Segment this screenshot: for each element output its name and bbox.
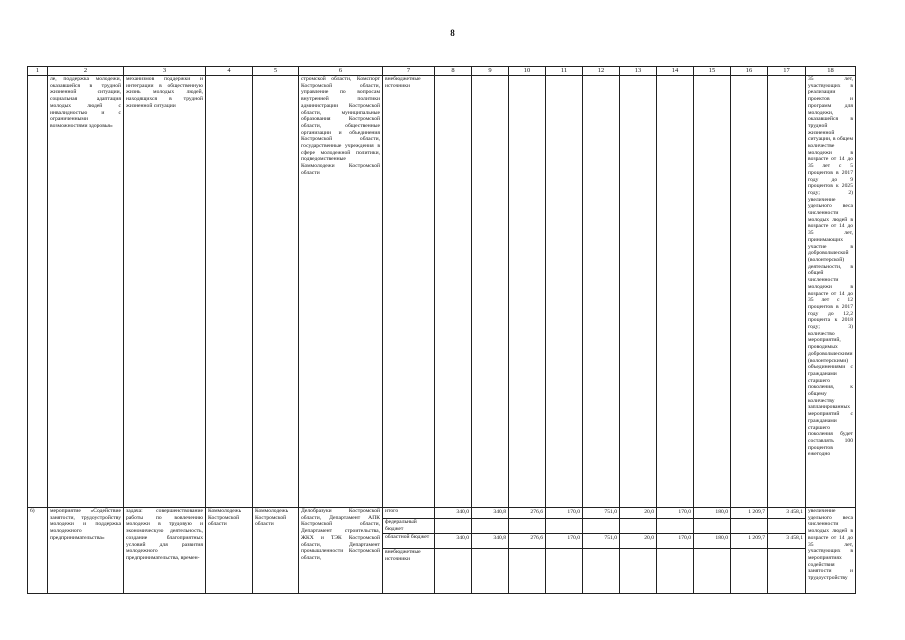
value-cell	[768, 508, 806, 594]
regional-value: 170,0	[657, 534, 693, 549]
col-header: 9	[472, 67, 509, 76]
total-value: 180,0	[694, 508, 730, 519]
participants-cell: стромской области, Комспорт Костромской области, управление по вопросам внутренней политики администрации Костромской области, муниципальные образования Костромской области, общественные организации и объединения Костромской области, государственные учреждения в сфере молодежной политики, подведомственные Коммолодежи Костромской области	[299, 76, 383, 508]
program-table	[27, 66, 856, 594]
col-header: 8	[435, 67, 472, 76]
total-value: 340,8	[472, 508, 508, 519]
col-header: 7	[383, 67, 435, 76]
source-total: итого	[383, 508, 434, 519]
col-header: 13	[620, 67, 657, 76]
total-value: 170,0	[546, 508, 582, 519]
participants-cell: Делобразуки Костромской области, Департамент АПК Костромской области, Департамент строительства, ЖКХ и ТЭК Костромской области, Департамент промышленности Костромской области,	[299, 508, 383, 594]
regional-value: 276,6	[509, 534, 545, 549]
col-header: 15	[694, 67, 731, 76]
value-cell	[546, 76, 583, 508]
regional-value: 340,0	[435, 534, 471, 549]
source-regional: областной бюджет	[383, 534, 434, 549]
value-cell	[694, 508, 731, 594]
total-value: 751,0	[583, 508, 619, 519]
table-row	[28, 76, 856, 508]
col-header: 2	[48, 67, 124, 76]
regional-value: 340,8	[472, 534, 508, 549]
value-cell	[583, 76, 620, 508]
col-header: 1	[28, 67, 48, 76]
value-cell	[509, 508, 546, 594]
col-header: 14	[657, 67, 694, 76]
task-cell: задача: совершенствование работы по вовлечению молодежи в трудовую и экономическую деятельность, создание благоприятных условий для развития молодежного предпринимательства, времен-	[124, 508, 206, 594]
value-cell	[472, 508, 509, 594]
value-cell	[620, 76, 657, 508]
col-header: 17	[768, 67, 806, 76]
value-cell	[657, 508, 694, 594]
total-value: 170,0	[657, 508, 693, 519]
col-header: 16	[731, 67, 768, 76]
coexecutor-cell	[253, 76, 299, 508]
funding-source-cell	[383, 508, 435, 594]
source-federal: федеральный бюджет	[383, 519, 434, 534]
regional-value: 751,0	[583, 534, 619, 549]
regional-value: 170,0	[546, 534, 582, 549]
value-cell	[694, 76, 731, 508]
regional-value: 3 458,1	[768, 534, 805, 549]
total-value: 340,0	[435, 508, 471, 519]
event-name-cell: ле, поддержка молодежи, оказавшейся в трудной жизненной ситуации, социальная адаптация молодых людей с инвалидностью и с ограниченными возможностями здоровья»	[48, 76, 124, 508]
value-cell	[435, 76, 472, 508]
task-cell: механизмов поддержки и интеграции в общественную жизнь молодых людей, находящихся в трудной жизненной ситуации	[124, 76, 206, 508]
responsible-cell	[206, 76, 253, 508]
value-cell	[731, 76, 768, 508]
value-cell	[768, 76, 806, 508]
value-cell	[509, 76, 546, 508]
regional-value: 20,0	[620, 534, 656, 549]
value-cell	[472, 76, 509, 508]
column-number-row	[28, 67, 856, 76]
coexecutor-cell: Коммолодежь Костромской области	[253, 508, 299, 594]
event-name-cell: мероприятие «Содействие занятости, трудоустройству молодежи и поддержка молодежного предпринимательства»	[48, 508, 124, 594]
value-cell	[657, 76, 694, 508]
regional-value: 1 209,7	[731, 534, 767, 549]
total-value: 1 209,7	[731, 508, 767, 519]
page-number: 8	[450, 28, 455, 38]
value-cell	[546, 508, 583, 594]
value-cell	[731, 508, 768, 594]
col-header: 11	[546, 67, 583, 76]
col-header: 5	[253, 67, 299, 76]
source-extrabudget: внебюджетные источники	[385, 549, 421, 562]
value-cell	[583, 508, 620, 594]
total-value: 3 458,1	[768, 508, 805, 519]
col-header: 12	[583, 67, 620, 76]
table-row	[28, 508, 856, 594]
funding-source-cell: внебюджетные источники	[383, 76, 435, 508]
value-cell	[435, 508, 472, 594]
row-number	[28, 76, 48, 508]
indicator-cell: 35 лет, участвующих в реализации проектов и программ для молодежи, оказавшейся в трудной жизненной ситуации, в общем количестве молодежи в возрасте от 14 до 35 лет с 5 процентов в 2017 году до 9 процентов к 2025 году; 2) увеличение удельного веса численности молодых людей в возрасте от 14 до 35 лет, принимающих участие в добровольческой (волонтерской) деятельности, в общей численности молодежи в возрасте от 14 до 35 лет с 12 процентов в 2017 году до 12,2 процента к 2018 году; 3) количество мероприятий, проводимых добровольческими (волонтерскими) объединениями с гражданами старшего поколения, к общему количеству запланированных мероприятий с гражданами старшего поколения будет составлять 100 процентов ежегодно	[806, 76, 856, 508]
col-header: 4	[206, 67, 253, 76]
regional-value: 180,0	[694, 534, 730, 549]
col-header: 10	[509, 67, 546, 76]
col-header: 3	[124, 67, 206, 76]
total-value: 276,6	[509, 508, 545, 519]
value-cell	[620, 508, 657, 594]
col-header: 18	[806, 67, 856, 76]
responsible-cell: Коммолодежь Костромской области	[206, 508, 253, 594]
total-value: 20,0	[620, 508, 656, 519]
col-header: 6	[299, 67, 383, 76]
row-number: 6)	[28, 508, 48, 594]
indicator-cell: увеличение удельного веса численности молодых людей в возрасте от 14 до 35 лет, участвующих в мероприятиях содействия занятости и трудоустройству	[806, 508, 856, 594]
